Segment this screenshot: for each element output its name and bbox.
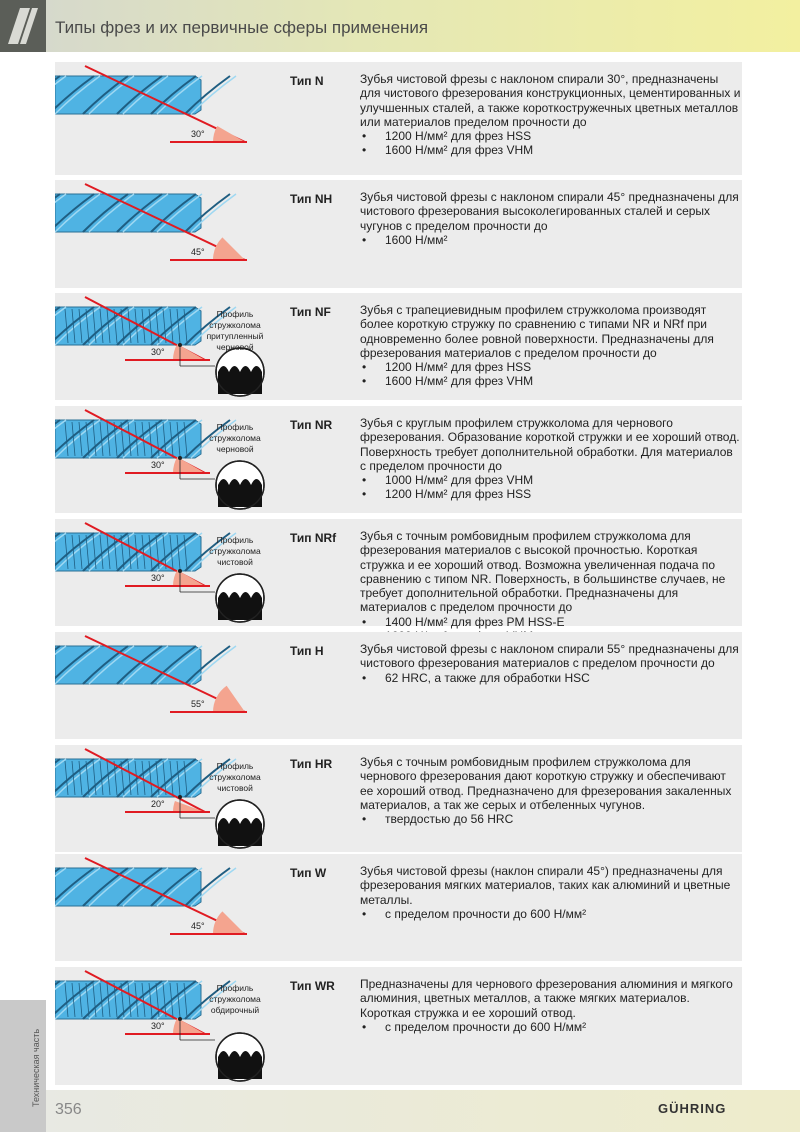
cutter-type-row xyxy=(55,854,742,961)
page-title: Типы фрез и их первичные сферы применения xyxy=(55,18,429,37)
cutter-illustration xyxy=(55,62,285,175)
strength-list xyxy=(360,360,742,389)
description-text: Зубья с точным ромбовидным профилем стружколома для чернового фрезерования дают короткую стружку и обеспечивают ее хороший отвод. Предназначено для фрезерования закаленных материалов, а так же серых и отбеленных чугунов. xyxy=(360,755,732,812)
helix-angle-label: 30° xyxy=(151,347,165,357)
strength-list xyxy=(360,812,742,826)
chipbreaker-profile-label: Профиль стружколома черновой xyxy=(209,422,261,454)
cutter-description xyxy=(360,416,742,502)
cutter-illustration xyxy=(55,180,285,288)
strength-item: • с пределом прочности до 600 Н/мм² xyxy=(360,1020,742,1034)
strength-list xyxy=(360,907,742,921)
cutter-type-label: Тип N xyxy=(290,74,324,88)
cutter-description xyxy=(360,72,742,158)
strength-item: • 1600 Н/мм² для фрез VHM xyxy=(360,374,742,388)
chipbreaker-profile-label: Профиль стружколома чистовой xyxy=(209,761,261,793)
description-text: Зубья с трапециевидным профилем стружколома производят более короткую стружку по сравнению с типами NR и NRf при одновременно более ровной поверхности. Предназначены для фрезерования материалов с пределом прочности до xyxy=(360,303,714,360)
cutter-description xyxy=(360,190,742,247)
chipbreaker-profile-label: Профиль стружколома обдирочный xyxy=(209,983,261,1015)
cutter-type-row xyxy=(55,632,742,739)
cutter-type-row xyxy=(55,967,742,1085)
helix-angle-label: 55° xyxy=(191,699,205,709)
page-number: 356 xyxy=(55,1101,82,1118)
brand-logo-box xyxy=(0,0,46,52)
strength-item: • 1200 Н/мм² для фрез HSS xyxy=(360,360,742,374)
cutter-type-row xyxy=(55,180,742,288)
cutter-type-row xyxy=(55,519,742,629)
cutter-type-label: Тип NH xyxy=(290,192,333,206)
cutter-type-label: Тип WR xyxy=(290,979,335,993)
page-header xyxy=(0,0,800,52)
cutter-description xyxy=(360,977,742,1034)
cutter-illustration xyxy=(55,854,285,961)
helix-angle-label: 30° xyxy=(191,129,205,139)
brand-logo: GÜHRING xyxy=(658,1101,727,1116)
cutter-description xyxy=(360,529,742,643)
cutter-type-row xyxy=(55,62,742,175)
strength-list xyxy=(360,671,742,685)
cutter-description xyxy=(360,303,742,389)
cutter-type-label: Тип NRf xyxy=(290,531,337,545)
description-text: Предназначены для чернового фрезерования алюминия и мягкого алюминия, цветных металлов, а также мягких материалов. Короткая стружка и ее хороший отвод. xyxy=(360,977,733,1020)
strength-list xyxy=(360,1020,742,1034)
strength-item: • 1000 Н/мм² для фрез VHM xyxy=(360,473,742,487)
description-text: Зубья с круглым профилем стружколома для чернового фрезерования. Образование короткой стружки и ее хороший отвод. Поверхность требует дополнительной обработки. Для материалов с пределом прочности до xyxy=(360,416,740,473)
cutter-type-label: Тип NF xyxy=(290,305,331,319)
strength-item: • 1600 Н/мм² xyxy=(360,233,742,247)
description-text: Зубья чистовой фрезы (наклон спирали 45°) предназначены для фрезерования мягких материалов, таких как алюминий и цветные металлы. xyxy=(360,864,731,907)
cutter-illustration xyxy=(55,632,285,739)
helix-angle-label: 45° xyxy=(191,921,205,931)
chipbreaker-profile-label: Профиль стружколома притупленный черновой xyxy=(206,309,264,352)
helix-angle-label: 30° xyxy=(151,573,165,583)
section-label: Техническая часть xyxy=(31,1028,41,1107)
helix-angle-label: 30° xyxy=(151,460,165,470)
strength-item: • 1200 Н/мм² для фрез HSS xyxy=(360,129,742,143)
strength-item: • 1200 Н/мм² для фрез HSS xyxy=(360,487,742,501)
cutter-type-label: Тип HR xyxy=(290,757,333,771)
strength-list xyxy=(360,473,742,502)
cutter-type-row xyxy=(55,745,742,852)
cutter-description xyxy=(360,642,742,685)
helix-angle-label: 30° xyxy=(151,1021,165,1031)
strength-item: • 1600 Н/мм² для фрез VHM xyxy=(360,143,742,157)
description-text: Зубья с точным ромбовидным профилем стружколома для фрезерования материалов с высокой прочностью. Короткая стружка и ее хороший отвод. Возможна увеличенная подача по сравнению с типом NR. Поверхность, в большинстве случаев, не требует дополнительной обработки. Предназначены для материалов с пределом прочности до xyxy=(360,529,726,615)
cutter-type-label: Тип W xyxy=(290,866,327,880)
chipbreaker-profile-label: Профиль стружколома чистовой xyxy=(209,535,261,567)
brand-stripes-icon xyxy=(0,0,46,52)
description-text: Зубья чистовой фрезы с наклоном спирали 30°, предназначены для чистового фрезерования конструкционных, цементированных и улучшенных сталей, а также короткостружечных цветных металлов или материалов пределом прочности до xyxy=(360,72,741,129)
cutter-description xyxy=(360,755,742,826)
strength-item: • 62 HRC, а также для обработки HSC xyxy=(360,671,742,685)
cutter-description xyxy=(360,864,742,921)
helix-angle-label: 20° xyxy=(151,799,165,809)
cutter-type-label: Тип H xyxy=(290,644,324,658)
helix-angle-label: 45° xyxy=(191,247,205,257)
cutter-type-row xyxy=(55,406,742,513)
cutter-type-row xyxy=(55,293,742,400)
description-text: Зубья чистовой фрезы с наклоном спирали 55° предназначены для чистового фрезерования материалов с пределом прочности до xyxy=(360,642,739,671)
strength-list xyxy=(360,233,742,247)
description-text: Зубья чистовой фрезы с наклоном спирали 45° предназначены для чистового фрезерования высоколегированных сталей и серых чугунов с пределом прочности до xyxy=(360,190,739,233)
strength-item: • твердостью до 56 HRC xyxy=(360,812,742,826)
strength-list xyxy=(360,129,742,158)
strength-item: • 1400 Н/мм² для фрез PM HSS-E xyxy=(360,615,742,629)
cutter-type-label: Тип NR xyxy=(290,418,333,432)
strength-item: • с пределом прочности до 600 Н/мм² xyxy=(360,907,742,921)
